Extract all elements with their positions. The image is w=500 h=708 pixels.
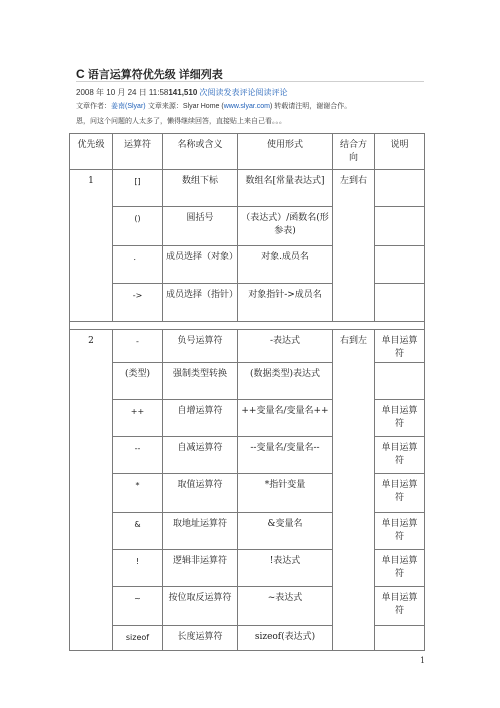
usage-cell: ~表达式	[238, 587, 333, 626]
title-divider	[76, 81, 424, 82]
header-cell: 结合方向	[333, 134, 375, 170]
name-cell: 自减运算符	[163, 437, 238, 474]
name-cell: 自增运算符	[163, 400, 238, 437]
assoc-cell: 左到右	[333, 170, 375, 322]
name-cell: 圆括号	[163, 207, 238, 246]
note-cell: 单目运算符	[375, 474, 425, 513]
operator-cell: ~	[113, 587, 163, 626]
name-cell: 成员选择（指针）	[163, 284, 238, 322]
operator-cell: []	[113, 170, 163, 207]
usage-cell: (数据类型)表达式	[238, 363, 333, 400]
operator-cell: ．	[113, 246, 163, 284]
usage-cell: *指针变量	[238, 474, 333, 513]
note-cell: 单目运算符	[375, 437, 425, 474]
usage-cell: 对象.成员名	[238, 246, 333, 284]
note-cell	[375, 626, 425, 651]
note-cell: 单目运算符	[375, 550, 425, 587]
usage-cell: 数组名[常量表达式]	[238, 170, 333, 207]
header-cell: 运算符	[113, 134, 163, 170]
name-cell: 数组下标	[163, 170, 238, 207]
operator-cell: &	[113, 513, 163, 550]
operator-cell: ()	[113, 207, 163, 246]
usage-cell: -表达式	[238, 330, 333, 363]
operator-cell: ++	[113, 400, 163, 437]
usage-cell: &变量名	[238, 513, 333, 550]
usage-cell: ++变量名/变量名++	[238, 400, 333, 437]
note-cell: 单目运算符	[375, 587, 425, 626]
precedence-level-cell: 1	[70, 170, 113, 322]
name-cell: 逻辑非运算符	[163, 550, 238, 587]
intro-note: 恩，问这个问题的人太多了，懒得继续回答，直接贴上来自己看。。。	[76, 117, 286, 125]
operator-cell: --	[113, 437, 163, 474]
source-link[interactable]: www.slyar.com	[223, 103, 270, 110]
usage-cell: !表达式	[238, 550, 333, 587]
operator-cell: ->	[113, 284, 163, 322]
header-cell: 名称或含义	[163, 134, 238, 170]
note-cell: 单目运算符	[375, 513, 425, 550]
operator-cell: sizeof	[113, 626, 163, 651]
note-cell	[375, 246, 425, 284]
meta-line: 2008 年 10 月 24 日 11:58141,510 次阅读发表评论阅读评论	[76, 88, 288, 97]
note-cell	[375, 363, 425, 400]
assoc-cell: 右到左	[333, 330, 375, 651]
author-line: 文章作者：姜南(Slyar) 文章来源：Slyar Home (www.slyar.com) 转载请注明，谢谢合作。	[76, 102, 352, 110]
operator-cell: !	[113, 550, 163, 587]
name-cell: 取值运算符	[163, 474, 238, 513]
operator-cell: (类型)	[113, 363, 163, 400]
table-header-row	[70, 134, 425, 170]
usage-cell: sizeof(表达式)	[238, 626, 333, 651]
note-cell	[375, 207, 425, 246]
header-cell: 说明	[375, 134, 425, 170]
separator-cell	[70, 322, 425, 330]
table-row	[70, 170, 425, 207]
operator-cell: -	[113, 330, 163, 363]
precedence-level-cell: 2	[70, 330, 113, 651]
page-number: 1	[420, 656, 426, 665]
usage-cell: --变量名/变量名--	[238, 437, 333, 474]
doc-title: C 语言运算符优先级 详细列表	[76, 67, 223, 81]
name-cell: 取地址运算符	[163, 513, 238, 550]
name-cell: 负号运算符	[163, 330, 238, 363]
operator-precedence-table	[69, 133, 425, 651]
group-separator	[70, 322, 425, 330]
operator-cell: *	[113, 474, 163, 513]
usage-cell: （表达式）/函数名(形参表)	[238, 207, 333, 246]
header-cell: 优先级	[70, 134, 113, 170]
header-cell: 使用形式	[238, 134, 333, 170]
usage-cell: 对象指针->成员名	[238, 284, 333, 322]
name-cell: 成员选择（对象）	[163, 246, 238, 284]
note-cell: 单目运算符	[375, 400, 425, 437]
name-cell: 按位取反运算符	[163, 587, 238, 626]
author-link[interactable]: 姜南(Slyar)	[111, 103, 146, 110]
name-cell: 强制类型转换	[163, 363, 238, 400]
note-cell	[375, 170, 425, 207]
note-cell: 单目运算符	[375, 330, 425, 363]
note-cell	[375, 284, 425, 322]
comment-links[interactable]: 次阅读发表评论阅读评论	[197, 88, 288, 97]
name-cell: 长度运算符	[163, 626, 238, 651]
table-row	[70, 330, 425, 363]
